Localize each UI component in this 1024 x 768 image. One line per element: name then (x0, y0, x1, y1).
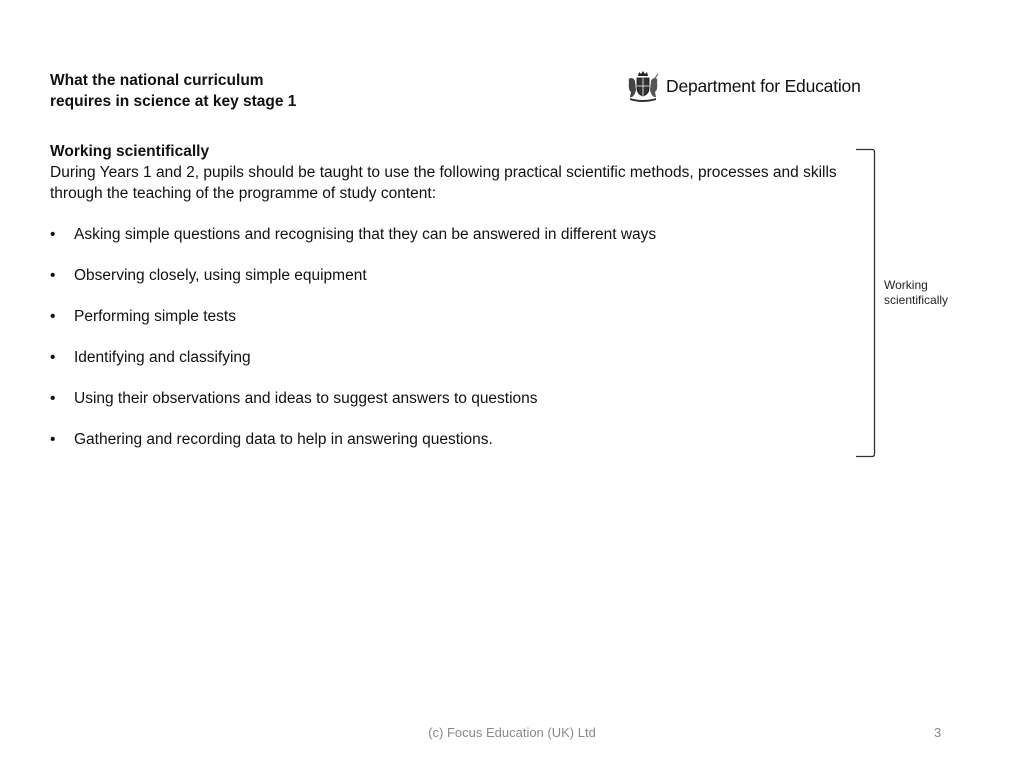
bullet-icon: • (50, 431, 56, 448)
footer-copyright: (c) Focus Education (UK) Ltd (428, 725, 596, 740)
list-item (50, 224, 840, 245)
list-item-text: Asking simple questions and recognising that they can be answered in different ways (74, 226, 657, 243)
list-item-text: Performing simple tests (74, 308, 236, 325)
list-item (50, 429, 840, 450)
bullet-icon: • (50, 349, 56, 366)
list-item-text: Identifying and classifying (74, 349, 251, 366)
section-intro: During Years 1 and 2, pupils should be taught to use the following practical scientific methods, processes and skills through the teaching of the programme of study content: (50, 164, 837, 202)
list-item (50, 347, 840, 368)
bullet-icon: • (50, 226, 56, 243)
bullet-icon: • (50, 308, 56, 325)
list-item (50, 388, 840, 409)
list-item-text: Using their observations and ideas to suggest answers to questions (74, 390, 538, 407)
department-logo (626, 70, 861, 102)
skills-list (50, 224, 840, 450)
page-title-line-1: What the national curriculum (50, 72, 264, 89)
section-heading: Working scientifically (50, 143, 210, 160)
department-name: Department for Education (666, 75, 861, 96)
list-item (50, 306, 840, 327)
bullet-icon: • (50, 267, 56, 284)
right-bracket-icon (852, 148, 878, 458)
page-title-line-2: requires in science at key stage 1 (50, 93, 297, 110)
bracket-label (884, 278, 948, 308)
list-item-text: Gathering and recording data to help in answering questions. (74, 431, 493, 448)
list-item-text: Observing closely, using simple equipment (74, 267, 367, 284)
royal-coat-of-arms-icon (626, 70, 660, 102)
bracket-label-line-1: Working (884, 278, 928, 292)
bullet-icon: • (50, 390, 56, 407)
working-scientifically-section (50, 141, 840, 470)
page-title (50, 70, 296, 112)
bracket-label-line-2: scientifically (884, 293, 949, 307)
list-item (50, 265, 840, 286)
page-number: 3 (934, 725, 942, 740)
